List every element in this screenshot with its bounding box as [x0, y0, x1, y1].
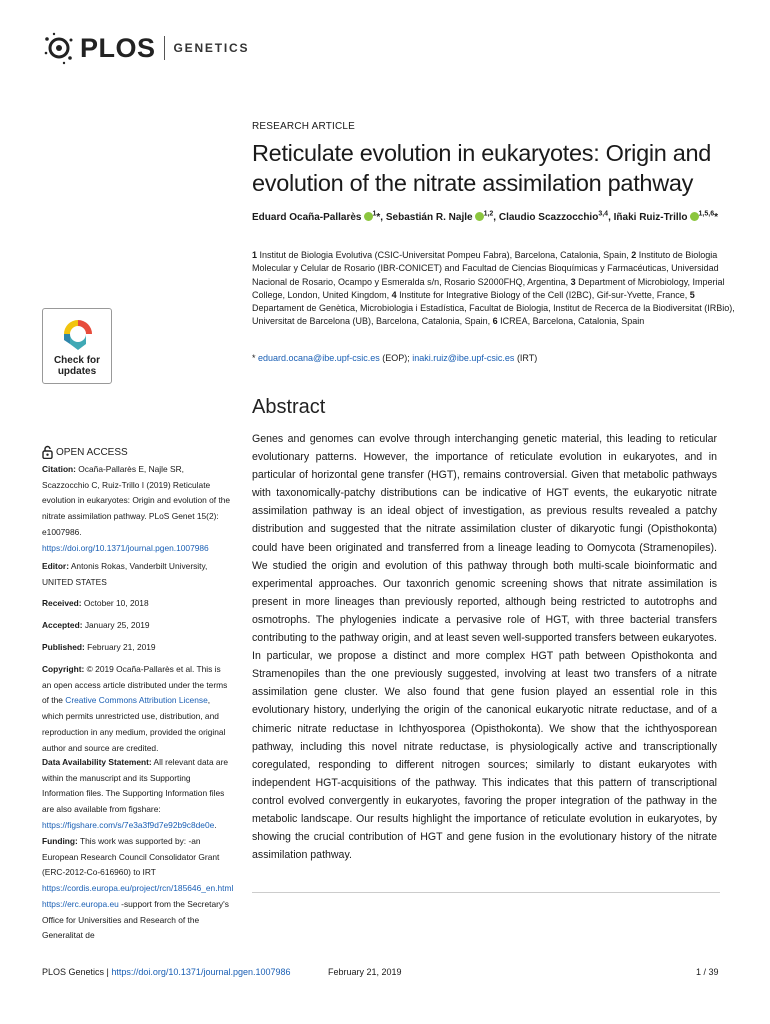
- corr-star: *: [252, 353, 259, 363]
- affiliations: [252, 249, 742, 329]
- author-affil-sup: 3,4: [598, 210, 609, 218]
- check-for-updates-icon: [62, 318, 94, 352]
- affil-num: 6: [492, 316, 498, 327]
- email-link[interactable]: eduard.ocana@ibe.upf-csic.es: [258, 353, 380, 363]
- affil-text: Departament de Genètica, Microbiologia i Estadística, Facultat de Biologia, Institut de Recerca de la Biodiversitat (IRBio), Universitat de Barcelona (UB), Barcelona, Catalonia, Spain,: [252, 303, 735, 327]
- publisher-name: PLOS: [80, 32, 156, 63]
- doi-link[interactable]: https://doi.org/10.1371/journal.pgen.1007986: [42, 542, 209, 553]
- citation-text: Ocaña-Pallarès E, Najle SR, Scazzocchio C, Ruiz-Trillo I (2019) Reticulate evolution in eukaryotes: Origin and evolution of the nitrate assimilation pathway. PLoS Genet 15(2): e1007986.: [42, 464, 231, 537]
- copyright-text: , which permits unrestricted use, distribution, and reproduction in any medium, provided the original author and source are credited.: [42, 695, 226, 753]
- erc-link[interactable]: https://erc.europa.eu: [42, 898, 119, 909]
- affil-text: Institute for Integrative Biology of the Cell (I2BC), Gif-sur-Yvette, France,: [396, 289, 690, 300]
- affil-text: Department of Microbiology, Imperial College, London, United Kingdom,: [252, 276, 725, 300]
- logo-divider: [164, 36, 165, 60]
- received-text: October 10, 2018: [81, 598, 149, 608]
- check-for-updates-button[interactable]: [42, 308, 112, 384]
- open-access-lock-icon: [42, 445, 53, 459]
- copyright-block: [42, 662, 232, 756]
- orcid-icon[interactable]: [364, 212, 373, 221]
- section-divider: [252, 892, 720, 893]
- corr-label: (IRT): [514, 353, 538, 363]
- corr-label: (EOP);: [379, 353, 413, 363]
- author-sep: ,: [493, 212, 499, 223]
- author-mark: *: [714, 212, 719, 223]
- author-name[interactable]: Iñaki Ruiz-Trillo: [613, 212, 688, 223]
- citation-block: [42, 462, 232, 556]
- affil-text: ICREA, Barcelona, Catalonia, Spain: [497, 316, 645, 327]
- orcid-icon[interactable]: [475, 212, 484, 221]
- accepted-block: [42, 618, 232, 634]
- cfu-line: Check for: [53, 355, 101, 366]
- affil-text: Institut de Biologia Evolutiva (CSIC-Universitat Pompeu Fabra), Barcelona, Catalonia, Spain,: [257, 250, 632, 260]
- editor-block: [42, 559, 232, 590]
- received-label: Received:: [42, 598, 82, 608]
- data-availability-text: All relevant data are within the manuscript and its Supporting Information files. The Supporting Information files are also available from figshare:: [42, 757, 229, 815]
- data-availability-label: Data Availability Statement:: [42, 757, 152, 767]
- plos-genetics-logo: [42, 30, 249, 66]
- open-access-badge: [42, 445, 128, 459]
- email-link[interactable]: inaki.ruiz@ibe.upf-csic.es: [412, 353, 515, 363]
- affil-text: Instituto de Biologia Molecular y Celular de Rosario (IBR-CONICET) and Facultad de Ciencias Bioquímicas y Farmacéuticas, Universidad Nacional de Rosario, Ocampo y Esmeralda s/n, Rosario S2000FHQ, Argentina,: [252, 250, 719, 287]
- cfu-line: updates: [57, 366, 97, 377]
- data-availability-block: [42, 755, 232, 834]
- copyright-text: © 2019 Ocaña-Pallarès et al. This is an open access article distributed under the terms of the: [42, 664, 228, 706]
- published-text: February 21, 2019: [84, 642, 156, 652]
- abstract-heading: Abstract: [252, 396, 326, 418]
- cordis-link[interactable]: https://cordis.europa.eu/project/rcn/185646_en.html: [42, 883, 234, 894]
- editor-label: Editor:: [42, 561, 69, 571]
- author-mark: *,: [376, 212, 386, 223]
- article-type: RESEARCH ARTICLE: [252, 121, 356, 132]
- affil-num: 3: [570, 276, 576, 287]
- author-sep: ,: [608, 212, 614, 223]
- published-block: [42, 640, 232, 656]
- funding-text: This work was supported by: -an European Research Council Consolidator Grant (ERC-2012-Co-616960) to IRT: [42, 836, 220, 878]
- author-name[interactable]: Sebastián R. Najle: [385, 212, 473, 223]
- footer-doi-link[interactable]: https://doi.org/10.1371/journal.pgen.1007986: [111, 967, 291, 977]
- funding-text: -support from the Secretary's Office for Universities and Research of the Generalitat de: [42, 898, 229, 941]
- accepted-text: January 25, 2019: [82, 620, 150, 630]
- funding-label: Funding:: [42, 836, 78, 846]
- footer-citation: [42, 967, 291, 977]
- author-affil-sup: 1: [372, 210, 377, 218]
- article-title: Reticulate evolution in eukaryotes: Origin and evolution of the nitrate assimilation pathway: [252, 140, 712, 196]
- author-affil-sup: 1,2: [483, 210, 494, 218]
- data-availability-end: .: [214, 819, 217, 830]
- figshare-link[interactable]: https://figshare.com/s/7e3a3f9d7e92b9c8de0e: [42, 819, 215, 830]
- funding-block: [42, 834, 232, 944]
- author-list: [252, 211, 742, 225]
- citation-label: Citation:: [42, 464, 76, 474]
- open-access-label: OPEN ACCESS: [56, 446, 128, 458]
- license-link[interactable]: Creative Commons Attribution License: [65, 695, 208, 706]
- orcid-icon[interactable]: [690, 212, 699, 221]
- check-for-updates-label: [43, 355, 111, 377]
- accepted-label: Accepted:: [42, 620, 83, 630]
- copyright-label: Copyright:: [42, 664, 85, 674]
- author-name[interactable]: Claudio Scazzocchio: [498, 212, 599, 223]
- correspondence: [252, 353, 742, 363]
- affil-num: 2: [631, 250, 637, 260]
- received-block: [42, 596, 232, 612]
- journal-name: GENETICS: [173, 41, 250, 55]
- affil-num: 5: [689, 289, 695, 300]
- affil-num: 4: [391, 289, 397, 300]
- published-label: Published:: [42, 642, 85, 652]
- author-name[interactable]: Eduard Ocaña-Pallarès: [252, 212, 362, 223]
- footer-journal: PLOS Genetics |: [42, 967, 112, 977]
- editor-text: Antonis Rokas, Vanderbilt University, UNITED STATES: [42, 561, 208, 587]
- abstract-text: Genes and genomes can evolve through interchanging genetic material, this leading to reticular evolutionary patterns. However, the importance of reticulate evolution in eukaryotes, and in particular of horizontal gene transfer (HGT), remains controversial. Given that metabolic pathways with taxonomically-patchy distributions can be indicative of HGT events, the eukaryotic nitrate assimilation pathway is an ideal object of investigation, as previous results revealed a patchy distribution and suggested that the nitrate assimilation cluster of dikaryotic fungi (Opisthokonta) could have been originated and transferred from a lineage leading to Oomycota (Stramenopiles). We studied the origin and evolution of this pathway through both multi-scale bioinformatic and experimental approaches. Our taxonrich genomic screening shows that nitrate assimilation is present in more lineages than previously reported, although being restricted to autotrophs and osmotrophs. The phylogenies indicate a pervasive role of HGT, with three bacterial transfers contributing to the pathway origin, and at least seven well-supported transfers between eukaryotes. In particular, we propose a distinct and more complex HGT path between Opisthokonta and Stramenopiles than the one previously suggested, involving at least two transfers of a nitrate assimilation gene cluster. We also found that gene fusion played an essential role in this evolutionary history, underlying the origin of the canonical eukaryotic nitrate reductase, and of a chimeric nitrate reductase in Ichthyosporea (Opisthokonta). We show that the ichthyosporean pathway, including this novel nitrate reductase, is physiologically active and transcriptionally coregulated, responding to different nitrogen sources; similarly to distant eukaryotes with independent HGT-acquisitions of the pathway. This indicates that this pattern of transcriptional control evolved convergently in eukaryotes, favoring the proper integration of the pathway in the metabolic landscape. Our results highlight the importance of reticulate evolution in eukaryotes, by showing the crucial contribution of HGT and gene fusion in the evolutionary history of the nitrate assimilation pathway.: [252, 433, 717, 862]
- author-affil-sup: 1,5,6: [698, 210, 715, 218]
- plos-logo-icon: [42, 31, 76, 65]
- page-number: 1 / 39: [696, 967, 719, 977]
- affil-num: 1: [252, 250, 258, 260]
- footer-date: February 21, 2019: [328, 967, 402, 977]
